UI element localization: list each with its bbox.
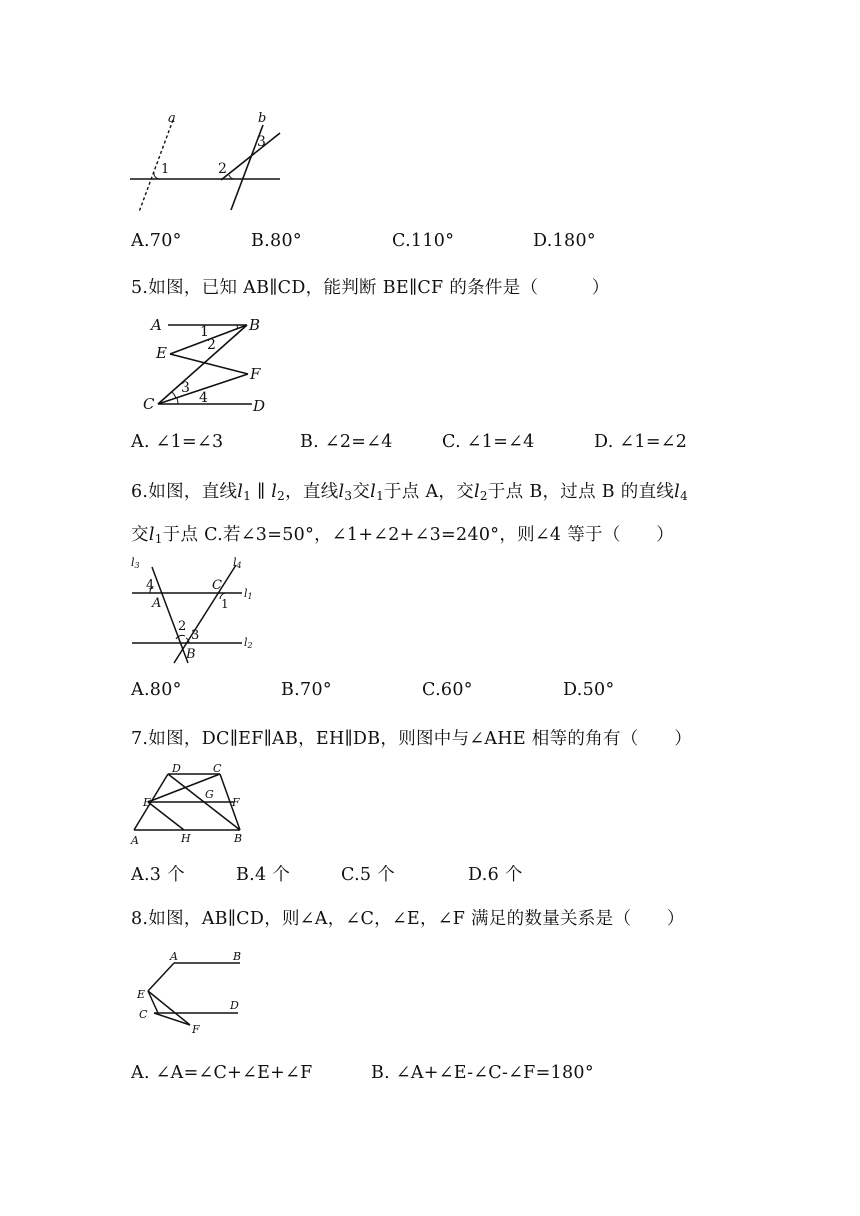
- q7-option-a[interactable]: A.3 个: [131, 865, 185, 885]
- q6-stem-line1: 6.如图，直线$l_1$ ∥ $l_2$，直线$l_3$交$l_1$于点 A，交$l_2$于点 B，过点 B 的直线$l_4$: [131, 482, 689, 503]
- q6-option-c[interactable]: C.60°: [422, 680, 473, 700]
- q4-label-3: 3: [257, 134, 266, 150]
- q5-label-2: 2: [207, 337, 216, 353]
- q7-label-G: G: [205, 788, 214, 801]
- q7-label-H: H: [181, 832, 191, 845]
- q7-option-d[interactable]: D.6 个: [468, 865, 523, 885]
- q6-label-3: 3: [191, 628, 200, 643]
- q8-option-a[interactable]: A. ∠A=∠C+∠E+∠F: [131, 1063, 313, 1083]
- q6-label-l4: l4: [233, 556, 242, 570]
- q5-label-A: A: [151, 316, 162, 334]
- q4-label-b: b: [258, 111, 267, 126]
- q8-figure: [130, 945, 260, 1040]
- q4-label-a: a: [168, 111, 176, 126]
- q6-stem-line2: 交$l_1$于点 C.若∠3=50°，∠1+∠2+∠3=240°，则∠4 等于（ ）: [131, 525, 675, 546]
- q6-label-1: 1: [221, 597, 229, 611]
- q5-option-a[interactable]: A. ∠1=∠3: [131, 432, 224, 452]
- q6-label-2: 2: [178, 619, 187, 634]
- q5-label-1: 1: [200, 324, 209, 340]
- q5-label-D: D: [253, 397, 266, 415]
- q6-option-b[interactable]: B.70°: [281, 680, 332, 700]
- q7-option-b[interactable]: B.4 个: [236, 865, 291, 885]
- q4-label-1: 1: [161, 162, 170, 177]
- q5-label-4: 4: [199, 390, 208, 406]
- q6-label-4: 4: [146, 578, 155, 593]
- q7-figure: [128, 760, 258, 850]
- q6-label-l2: l2: [244, 636, 253, 650]
- q4-option-b[interactable]: B.80°: [251, 231, 302, 251]
- q6-label-A: A: [152, 596, 162, 611]
- q5-label-E: E: [156, 344, 167, 362]
- q6-figure: [130, 557, 270, 667]
- q6-label-l1: l1: [244, 587, 253, 601]
- q6-label-l3: l3: [131, 556, 140, 570]
- q4-figure: [125, 110, 295, 220]
- q7-label-C: C: [213, 762, 222, 775]
- q8-label-E: E: [137, 988, 146, 1001]
- q4-option-c[interactable]: C.110°: [392, 231, 455, 251]
- q5-figure: [140, 310, 280, 420]
- q8-label-D: D: [230, 999, 239, 1012]
- q5-option-d[interactable]: D. ∠1=∠2: [594, 432, 688, 452]
- q8-label-B: B: [233, 950, 242, 963]
- q7-label-B: B: [234, 832, 243, 845]
- q5-option-b[interactable]: B. ∠2=∠4: [300, 432, 393, 452]
- q7-option-c[interactable]: C.5 个: [341, 865, 396, 885]
- q6-option-d[interactable]: D.50°: [563, 680, 615, 700]
- q4-option-d[interactable]: D.180°: [533, 231, 596, 251]
- q7-label-E: E: [143, 796, 152, 809]
- q8-label-C: C: [139, 1008, 148, 1021]
- q7-stem: 7.如图，DC∥EF∥AB，EH∥DB，则图中与∠AHE 相等的角有（ ）: [131, 729, 693, 749]
- q4-option-a[interactable]: A.70°: [131, 231, 182, 251]
- q6-label-C: C: [212, 578, 222, 593]
- q7-label-D: D: [172, 762, 181, 775]
- q6-option-a[interactable]: A.80°: [131, 680, 182, 700]
- q5-label-B: B: [249, 316, 261, 334]
- q4-label-2: 2: [218, 161, 227, 177]
- q8-option-b[interactable]: B. ∠A+∠E-∠C-∠F=180°: [371, 1063, 594, 1083]
- q8-stem: 8.如图，AB∥CD，则∠A，∠C，∠E，∠F 满足的数量关系是（ ）: [131, 909, 685, 929]
- q8-label-F: F: [192, 1023, 200, 1036]
- q7-label-A: A: [131, 834, 139, 847]
- q5-label-F: F: [250, 365, 261, 383]
- q7-label-F: F: [232, 796, 240, 809]
- q6-label-B: B: [186, 647, 196, 662]
- q5-label-3: 3: [181, 380, 190, 396]
- q8-label-A: A: [170, 950, 178, 963]
- q5-option-c[interactable]: C. ∠1=∠4: [442, 432, 535, 452]
- q5-label-C: C: [143, 395, 155, 413]
- q5-stem: 5.如图，已知 AB∥CD，能判断 BE∥CF 的条件是（ ）: [131, 278, 610, 298]
